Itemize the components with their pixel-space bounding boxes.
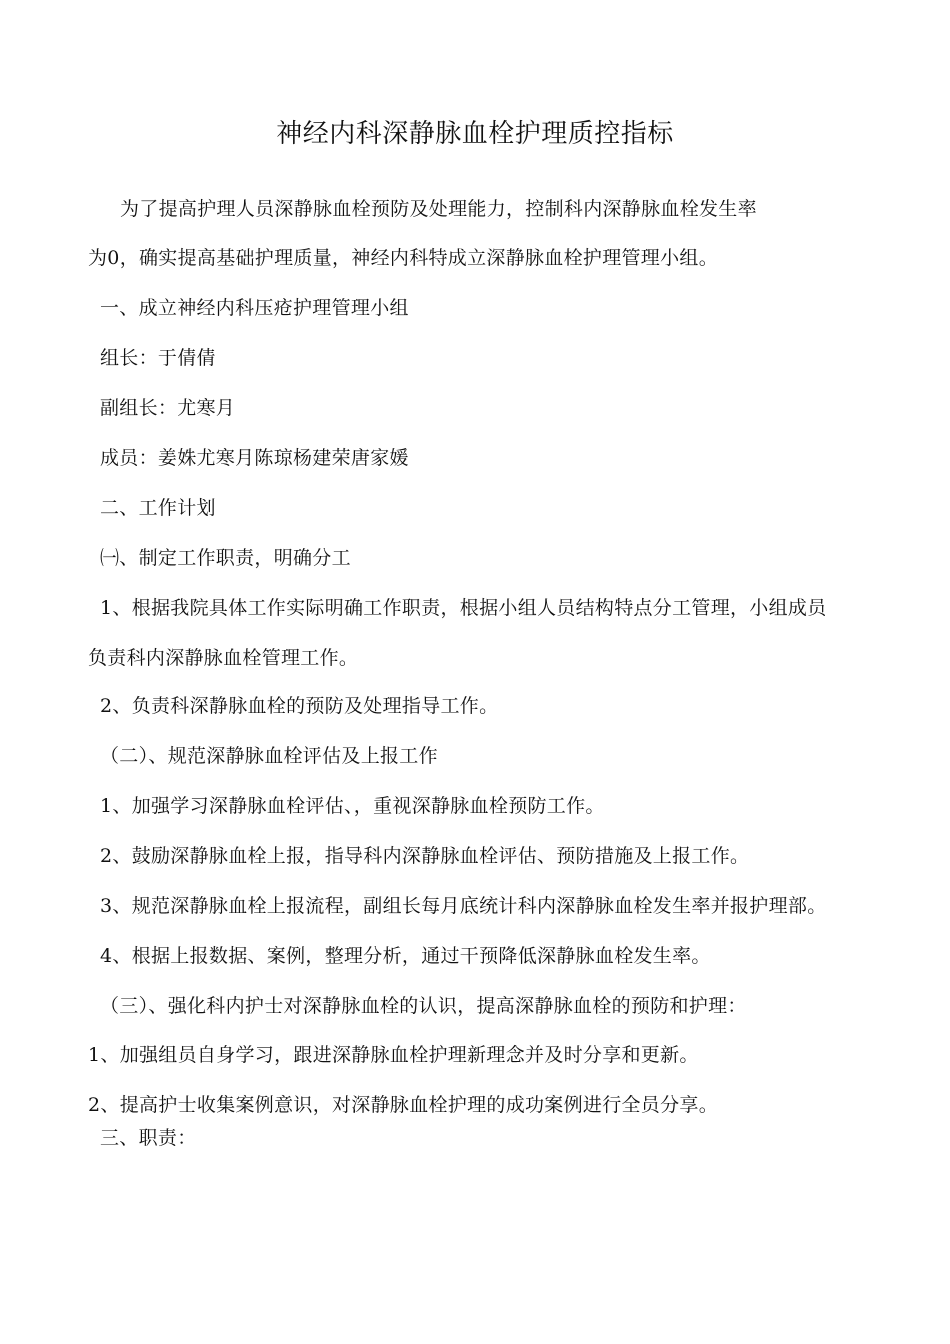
paragraph-line: 为了提高护理人员深静脉血栓预防及处理能力，控制科内深静脉血栓发生率 [120,198,757,220]
paragraph-line: 3、规范深静脉血栓上报流程，副组长每月底统计科内深静脉血栓发生率并报护理部。 [100,895,827,917]
subsection-heading: （三）、强化科内护士对深静脉血栓的认识，提高深静脉血栓的预防和护理： [100,995,747,1017]
paragraph-line: 成员：姜姝尤寒月陈琼杨建荣唐家媛 [100,447,409,469]
paragraph-line: 1、加强组员自身学习，跟进深静脉血栓护理新理念并及时分享和更新。 [88,1044,699,1066]
paragraph-line: 1、加强学习深静脉血栓评估、，重视深静脉血栓预防工作。 [100,795,605,817]
paragraph-line: 副组长：尤寒月 [100,397,236,419]
paragraph-line: 2、负责科深静脉血栓的预防及处理指导工作。 [100,695,499,717]
paragraph-line: 组长：于倩倩 [100,347,216,369]
subsection-heading: ㈠、制定工作职责，明确分工 [100,547,351,569]
paragraph-line: 负责科内深静脉血栓管理工作。 [88,647,359,669]
subsection-heading: （二）、规范深静脉血栓评估及上报工作 [100,745,438,767]
section-heading: 二、工作计划 [100,497,216,519]
paragraph-line: 1、根据我院具体工作实际明确工作职责，根据小组人员结构特点分工管理，小组成员 [100,597,827,619]
paragraph-line: 2、鼓励深静脉血栓上报，指导科内深静脉血栓评估、预防措施及上报工作。 [100,845,750,867]
document-title: 神经内科深静脉血栓护理质控指标 [276,119,674,149]
section-heading: 三、职责： [100,1127,197,1149]
paragraph-line: 2、提高护士收集案例意识，对深静脉血栓护理的成功案例进行全员分享。 [88,1094,718,1116]
paragraph-line: 为0，确实提高基础护理质量，神经内科特成立深静脉血栓护理管理小组。 [88,247,718,269]
section-heading: 一、成立神经内科压疮护理管理小组 [100,297,409,319]
paragraph-line: 4、根据上报数据、案例，整理分析，通过干预降低深静脉血栓发生率。 [100,945,711,967]
